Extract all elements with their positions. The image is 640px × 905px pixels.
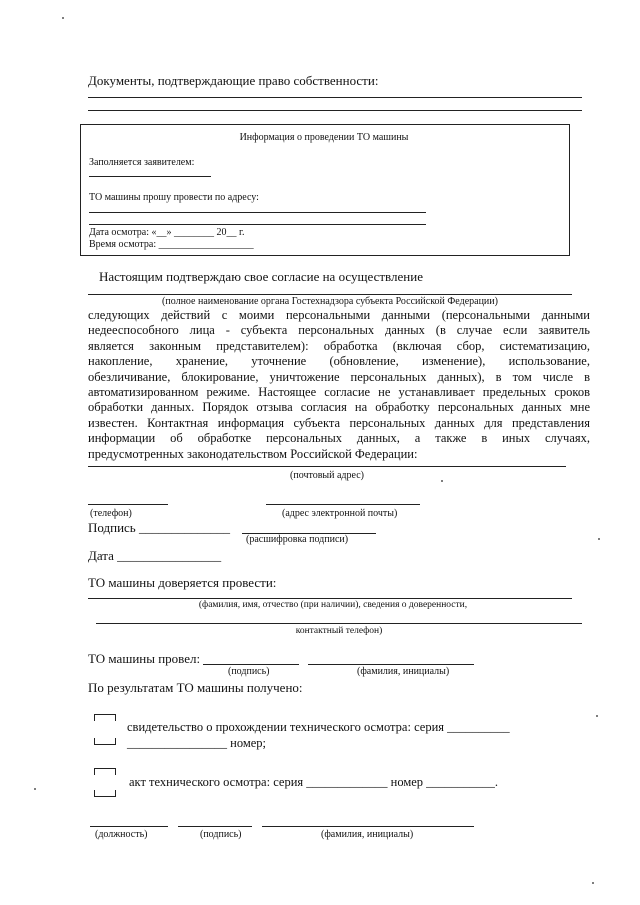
- certificate-text-line-1: свидетельство о прохождении технического осмотра: серия __________: [127, 720, 510, 734]
- trust-label: ТО машины доверяется провести:: [88, 575, 277, 590]
- ownership-line-1[interactable]: [88, 97, 582, 98]
- consent-line: известен. Контактная информация субъекта персональных данных для представления: [88, 415, 590, 430]
- footer-name-line[interactable]: [262, 826, 474, 827]
- ownership-line-2[interactable]: [88, 110, 582, 111]
- inspection-time-label[interactable]: Время осмотра: ___________________: [89, 239, 254, 250]
- footer-position-caption: (должность): [95, 829, 148, 840]
- authority-line[interactable]: [88, 294, 572, 295]
- ownership-label: Документы, подтверждающие право собственности:: [88, 73, 379, 88]
- performed-sign-line[interactable]: [203, 664, 299, 665]
- performed-name-line[interactable]: [308, 664, 474, 665]
- scan-speck: [62, 17, 64, 19]
- phone-caption: (телефон): [90, 508, 132, 519]
- performed-label: ТО машины провел:: [88, 651, 201, 666]
- checkbox-bottom-bracket: [94, 738, 116, 745]
- inspection-date-label[interactable]: Дата осмотра: «__» ________ 20__ г.: [89, 227, 245, 238]
- footer-position-line[interactable]: [90, 826, 168, 827]
- act-text: акт технического осмотра: серия _____________ номер ___________.: [129, 775, 499, 789]
- consent-intro: Настоящим подтверждаю свое согласие на осуществление: [99, 269, 423, 284]
- certificate-checkbox[interactable]: [94, 714, 120, 746]
- footer-sign-caption: (подпись): [200, 829, 242, 840]
- phone-line[interactable]: [88, 504, 168, 505]
- scan-speck: [441, 480, 443, 482]
- trust-phone-caption: контактный телефон): [295, 626, 383, 636]
- checkbox-top-bracket: [94, 714, 116, 721]
- certificate-text-line-2: ________________ номер;: [127, 736, 267, 750]
- signature-caption: (расшифровка подписи): [246, 534, 349, 545]
- performed-name-caption: (фамилия, инициалы): [357, 666, 450, 677]
- consent-line: предусмотренных законодательством Российской Федерации:: [88, 446, 418, 461]
- postal-caption: (почтовый адрес): [290, 470, 364, 481]
- consent-line: недееспособного лица - субъекта персональных данных (в случае если заявитель: [88, 323, 590, 338]
- trust-line-2[interactable]: [96, 623, 582, 624]
- trust-fio-caption: (фамилия, имя, отчество (при наличии), сведения о доверенности,: [198, 600, 468, 610]
- performed-sign-caption: (подпись): [228, 666, 270, 677]
- footer-name-caption: (фамилия, инициалы): [321, 829, 414, 840]
- email-caption: (адрес электронной почты): [282, 508, 398, 519]
- consent-line: информации об обработке персональных данных, а также в иных случаях,: [88, 431, 590, 446]
- scan-speck: [598, 538, 600, 540]
- authority-caption: (полное наименование органа Гостехнадзора субъекта Российской Федерации): [162, 296, 498, 307]
- consent-line: обработки данных. Порядок отзыва согласия на обработку персональных данных мне: [88, 400, 590, 415]
- checkbox-top-bracket: [94, 768, 116, 775]
- act-checkbox[interactable]: [94, 768, 120, 798]
- address-line-1[interactable]: [89, 212, 426, 213]
- consent-date-label[interactable]: Дата ________________: [88, 548, 222, 563]
- postal-address-line[interactable]: [88, 466, 566, 467]
- consent-line: следующих действий с моими персональными данными (персональными данными: [88, 308, 590, 322]
- results-label: По результатам ТО машины получено:: [88, 680, 303, 695]
- filled-by-line[interactable]: [89, 176, 211, 177]
- signature-label[interactable]: Подпись ______________: [88, 520, 230, 535]
- consent-line: накопление, хранение, уточнение (обновление, изменение), использование,: [88, 354, 590, 369]
- address-request-label: ТО машины прошу провести по адресу:: [89, 192, 259, 203]
- consent-line: является законным представителем): обработка (включая сбор, систематизацию,: [88, 338, 590, 353]
- consent-line: обезличивание, блокирование, уничтожение персональных данных), в том числе в: [88, 369, 590, 384]
- email-line[interactable]: [266, 504, 420, 505]
- scan-speck: [596, 715, 598, 717]
- checkbox-bottom-bracket: [94, 790, 116, 797]
- scan-speck: [592, 882, 594, 884]
- footer-sign-line[interactable]: [178, 826, 252, 827]
- scan-speck: [34, 788, 36, 790]
- inspection-box-title: Информация о проведении ТО машины: [239, 132, 409, 143]
- consent-line: автоматизированном режиме. Настоящее согласие не устанавливает предельных сроков: [88, 384, 590, 399]
- address-line-2[interactable]: [89, 224, 426, 225]
- filled-by-label: Заполняется заявителем:: [89, 157, 195, 168]
- consent-paragraph: [88, 308, 590, 462]
- trust-line-1[interactable]: [88, 598, 572, 599]
